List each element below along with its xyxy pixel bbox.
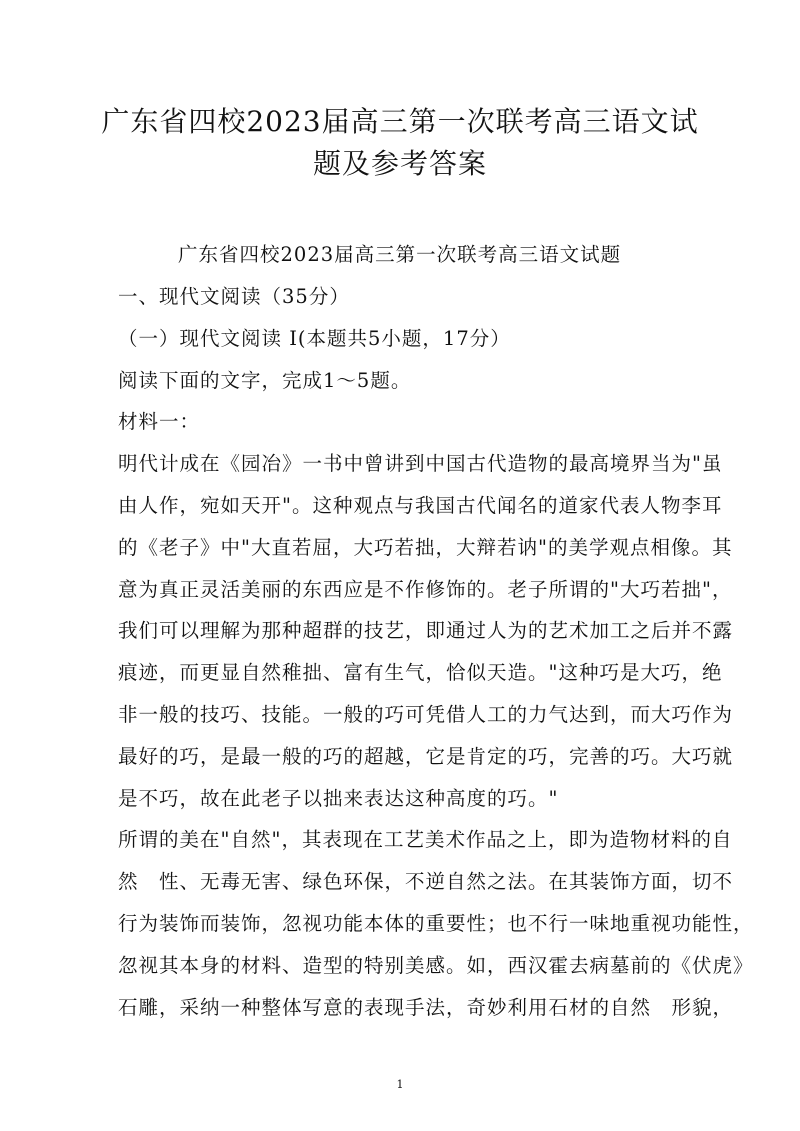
text-line: 痕迹，而更显自然稚拙、富有生气，恰似天造。"这种巧是大巧，绝 xyxy=(118,661,723,685)
text-line: （一）现代文阅读 I(本题共5小题，17分） xyxy=(118,326,511,350)
text-line: 忽视其本身的材料、造型的特别美感。如，西汉霍去病墓前的《伏虎》 xyxy=(118,953,754,977)
text-line: 我们可以理解为那种超群的技艺，即通过人为的艺术加工之后并不露 xyxy=(118,619,734,643)
text-line: 意为真正灵活美丽的东西应是不作修饰的。老子所谓的"大巧若拙"， xyxy=(118,577,733,601)
document-title-line-2: 题及参考答案 xyxy=(312,147,487,180)
text-line: 材料一： xyxy=(118,410,201,434)
text-line: 行为装饰而装饰，忽视功能本体的重要性；也不行一味地重视功能性， xyxy=(118,912,754,935)
text-line: 然 性、无毒无害、绿色环保，不逆自然之法。在其装饰方面，切不 xyxy=(118,870,734,894)
document-title-line-1: 广东省四校2023届高三第一次联考高三语文试 xyxy=(101,105,699,138)
text-line: 非一般的技巧、技能。一般的巧可凭借人工的力气达到，而大巧作为 xyxy=(118,703,734,726)
page-number: 1 xyxy=(396,1078,404,1091)
text-line: 明代计成在《园冶》一书中曾讲到中国古代造物的最高境界当为"虽 xyxy=(118,452,723,476)
text-line: 所谓的美在"自然"，其表现在工艺美术作品之上，即为造物材料的自 xyxy=(118,828,733,852)
subtitle: 广东省四校2023届高三第一次联考高三语文试题 xyxy=(178,243,622,266)
text-line: 阅读下面的文字，完成1～5题。 xyxy=(118,368,412,392)
text-line: 是不巧，故在此老子以拙来表达这种高度的巧。" xyxy=(118,786,559,810)
text-line: 一、现代文阅读（35分） xyxy=(118,285,350,308)
text-line: 的《老子》中"大直若屈，大巧若拙，大辩若讷"的美学观点相像。其 xyxy=(118,535,733,559)
text-line: 由人作，宛如天开"。这种观点与我国古代闻名的道家代表人物李耳 xyxy=(118,494,723,517)
text-line: 石雕，采纳一种整体写意的表现手法，奇妙利用石材的自然 形貌， xyxy=(118,995,734,1019)
text-line: 最好的巧，是最一般的巧的超越，它是肯定的巧，完善的巧。大巧就 xyxy=(118,744,734,768)
